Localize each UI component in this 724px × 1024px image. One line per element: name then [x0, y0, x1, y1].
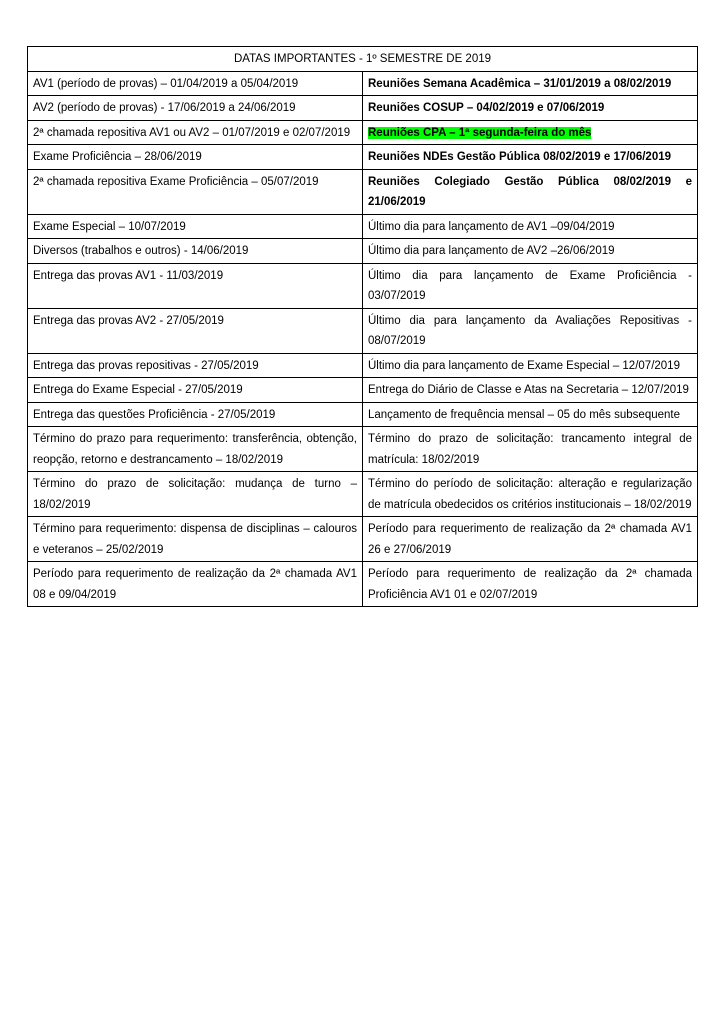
row-right-cell: Período para requerimento de realização da 2ª chamada AV1 26 e 27/06/2019 [363, 517, 698, 562]
row-left-cell: Entrega do Exame Especial - 27/05/2019 [28, 378, 363, 403]
table-row [28, 472, 698, 517]
row-right-cell: Lançamento de frequência mensal – 05 do mês subsequente [363, 402, 698, 427]
table-row [28, 71, 698, 96]
row-right-cell: Reuniões Colegiado Gestão Pública 08/02/2019 e 21/06/2019 [363, 169, 698, 214]
table-row [28, 378, 698, 403]
table-row [28, 145, 698, 170]
important-dates-table [27, 46, 698, 607]
row-left-cell: Término para requerimento: dispensa de disciplinas – calouros e veteranos – 25/02/2019 [28, 517, 363, 562]
row-right-cell: Último dia para lançamento de Exame Especial – 12/07/2019 [363, 353, 698, 378]
table-row [28, 308, 698, 353]
row-left-cell: 2ª chamada repositiva Exame Proficiência – 05/07/2019 [28, 169, 363, 214]
table-row [28, 214, 698, 239]
highlighted-cpa-text: Reuniões CPA – 1ª segunda-feira do mês [368, 126, 592, 139]
row-right-cell: Último dia para lançamento da Avaliações Repositivas - 08/07/2019 [363, 308, 698, 353]
row-left-cell: Entrega das questões Proficiência - 27/05/2019 [28, 402, 363, 427]
row-left-cell: AV2 (período de provas) - 17/06/2019 a 24/06/2019 [28, 96, 363, 121]
row-left-cell: Diversos (trabalhos e outros) - 14/06/2019 [28, 239, 363, 264]
row-left-cell: Término do prazo de solicitação: mudança de turno – 18/02/2019 [28, 472, 363, 517]
table-row [28, 239, 698, 264]
row-left-cell: Exame Especial – 10/07/2019 [28, 214, 363, 239]
row-right-cell: Reuniões Semana Acadêmica – 31/01/2019 a 08/02/2019 [363, 71, 698, 96]
row-right-cell: Último dia para lançamento de Exame Proficiência - 03/07/2019 [363, 263, 698, 308]
row-right-cell: Último dia para lançamento de AV1 –09/04/2019 [363, 214, 698, 239]
row-left-cell: Entrega das provas AV2 - 27/05/2019 [28, 308, 363, 353]
table-title: DATAS IMPORTANTES - 1º SEMESTRE DE 2019 [28, 47, 698, 72]
row-right-cell: Reuniões NDEs Gestão Pública 08/02/2019 e 17/06/2019 [363, 145, 698, 170]
row-left-cell: Período para requerimento de realização da 2ª chamada AV1 08 e 09/04/2019 [28, 562, 363, 607]
table-row [28, 96, 698, 121]
table-row [28, 427, 698, 472]
table-row [28, 120, 698, 145]
table-header-row [28, 47, 698, 72]
row-right-cell: Término do prazo de solicitação: trancamento integral de matrícula: 18/02/2019 [363, 427, 698, 472]
row-left-cell: Término do prazo para requerimento: transferência, obtenção, reopção, retorno e destrancamento – 18/02/2019 [28, 427, 363, 472]
table-row [28, 562, 698, 607]
row-right-cell: Período para requerimento de realização da 2ª chamada Proficiência AV1 01 e 02/07/2019 [363, 562, 698, 607]
row-left-cell: Exame Proficiência – 28/06/2019 [28, 145, 363, 170]
row-left-cell: 2ª chamada repositiva AV1 ou AV2 – 01/07/2019 e 02/07/2019 [28, 120, 363, 145]
table-row [28, 353, 698, 378]
row-right-cell: Entrega do Diário de Classe e Atas na Secretaria – 12/07/2019 [363, 378, 698, 403]
table-row [28, 263, 698, 308]
row-right-cell [363, 120, 698, 145]
row-right-cell: Último dia para lançamento de AV2 –26/06/2019 [363, 239, 698, 264]
table-row [28, 169, 698, 214]
table-row [28, 402, 698, 427]
row-right-cell: Término do período de solicitação: alteração e regularização de matrícula obedecidos os critérios institucionais – 18/02/2019 [363, 472, 698, 517]
table-row [28, 517, 698, 562]
row-left-cell: Entrega das provas AV1 - 11/03/2019 [28, 263, 363, 308]
row-right-cell: Reuniões COSUP – 04/02/2019 e 07/06/2019 [363, 96, 698, 121]
row-left-cell: AV1 (período de provas) – 01/04/2019 a 05/04/2019 [28, 71, 363, 96]
row-left-cell: Entrega das provas repositivas - 27/05/2019 [28, 353, 363, 378]
